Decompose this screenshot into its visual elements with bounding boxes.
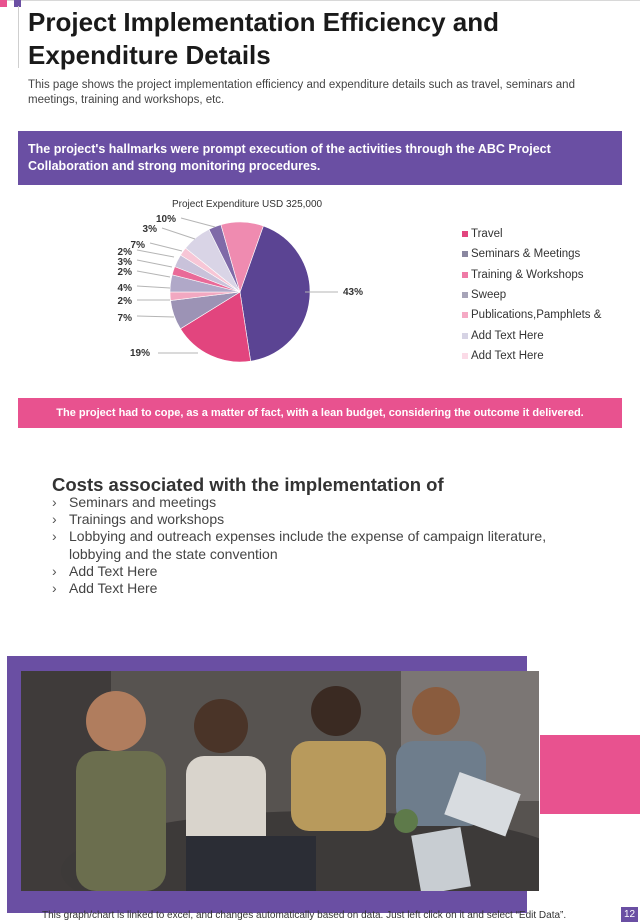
decorative-pink-block xyxy=(540,735,640,814)
legend-item xyxy=(462,285,601,305)
legend-swatch xyxy=(462,272,468,278)
chart-legend xyxy=(462,224,601,366)
pie-data-label: 2% xyxy=(117,247,132,258)
pie-leader-line xyxy=(137,260,172,267)
corner-square-pink xyxy=(0,0,7,7)
pie-data-label: 7% xyxy=(117,313,132,324)
expenditure-pie-chart[interactable] xyxy=(100,205,400,375)
team-meeting-photo xyxy=(21,671,539,891)
pie-data-label: 4% xyxy=(117,283,132,294)
legend-swatch xyxy=(462,353,468,359)
legend-item xyxy=(462,346,601,366)
costs-list-item: › Add Text Here xyxy=(52,563,562,580)
legend-label: Training & Workshops xyxy=(471,268,584,281)
costs-list-item: › Trainings and workshops xyxy=(52,511,562,528)
legend-item xyxy=(462,305,601,325)
legend-label: Sweep xyxy=(471,289,507,302)
costs-list-item: › Seminars and meetings xyxy=(52,494,562,511)
chart-title: Project Expenditure USD 325,000 xyxy=(172,199,323,210)
pie-data-label: 19% xyxy=(129,348,150,359)
legend-swatch xyxy=(462,251,468,257)
pie-data-label: 2% xyxy=(117,267,132,278)
legend-swatch xyxy=(462,333,468,339)
legend-label: Add Text Here xyxy=(471,349,544,362)
pie-data-label: 3% xyxy=(117,257,132,268)
legend-swatch xyxy=(462,312,468,318)
budget-banner xyxy=(18,398,622,428)
legend-item xyxy=(462,325,601,345)
costs-list xyxy=(52,494,562,597)
pie-data-label: 3% xyxy=(142,224,157,235)
pie-leader-line xyxy=(137,286,170,288)
top-border xyxy=(0,0,640,1)
budget-banner-text: The project had to cope, as a matter of fact, with a lean budget, considering the outcome it delivered. xyxy=(56,407,584,419)
pie-leader-line xyxy=(150,243,182,251)
legend-swatch xyxy=(462,231,468,237)
costs-list-item: › Add Text Here xyxy=(52,580,562,597)
pie-leader-line xyxy=(137,271,170,277)
pie-data-label: 10% xyxy=(155,214,176,225)
costs-list-item: › Lobbying and outreach expenses include the expense of campaign literature, lobbying and the state convention xyxy=(52,528,562,562)
legend-label: Add Text Here xyxy=(471,329,544,342)
legend-label: Publications,Pamphlets & xyxy=(471,309,602,322)
page-description: This page shows the project implementation efficiency and expenditure details such as travel, seminars and meetings, training and workshops, etc. xyxy=(28,79,575,106)
legend-item xyxy=(462,265,601,285)
pie-leader-line xyxy=(137,250,174,257)
legend-item xyxy=(462,244,601,264)
pie-data-label: 7% xyxy=(130,240,145,251)
pie-data-label: 43% xyxy=(343,287,364,298)
footer-note: This graph/chart is linked to excel, and changes automatically based on data. Just left click on it and select “Edit Data”. xyxy=(42,910,567,921)
pie-data-label: 2% xyxy=(117,296,132,307)
hallmarks-banner: The project's hallmarks were prompt execution of the activities through the ABC Project Collaboration and strong monitoring procedures. xyxy=(18,131,622,185)
legend-item xyxy=(462,224,601,244)
page-title: Project Implementation Efficiency and Expenditure Details xyxy=(28,7,499,70)
pie-leader-line xyxy=(181,218,215,227)
legend-label: Travel xyxy=(471,228,503,241)
legend-label: Seminars & Meetings xyxy=(471,248,581,261)
costs-heading: Costs associated with the implementation of xyxy=(52,474,444,495)
pie-leader-line xyxy=(137,316,174,317)
legend-swatch xyxy=(462,292,468,298)
page-number: 12 xyxy=(621,907,638,922)
pie-leader-line xyxy=(162,228,195,239)
team-meeting-illustration xyxy=(21,671,539,891)
title-rule xyxy=(18,6,19,68)
